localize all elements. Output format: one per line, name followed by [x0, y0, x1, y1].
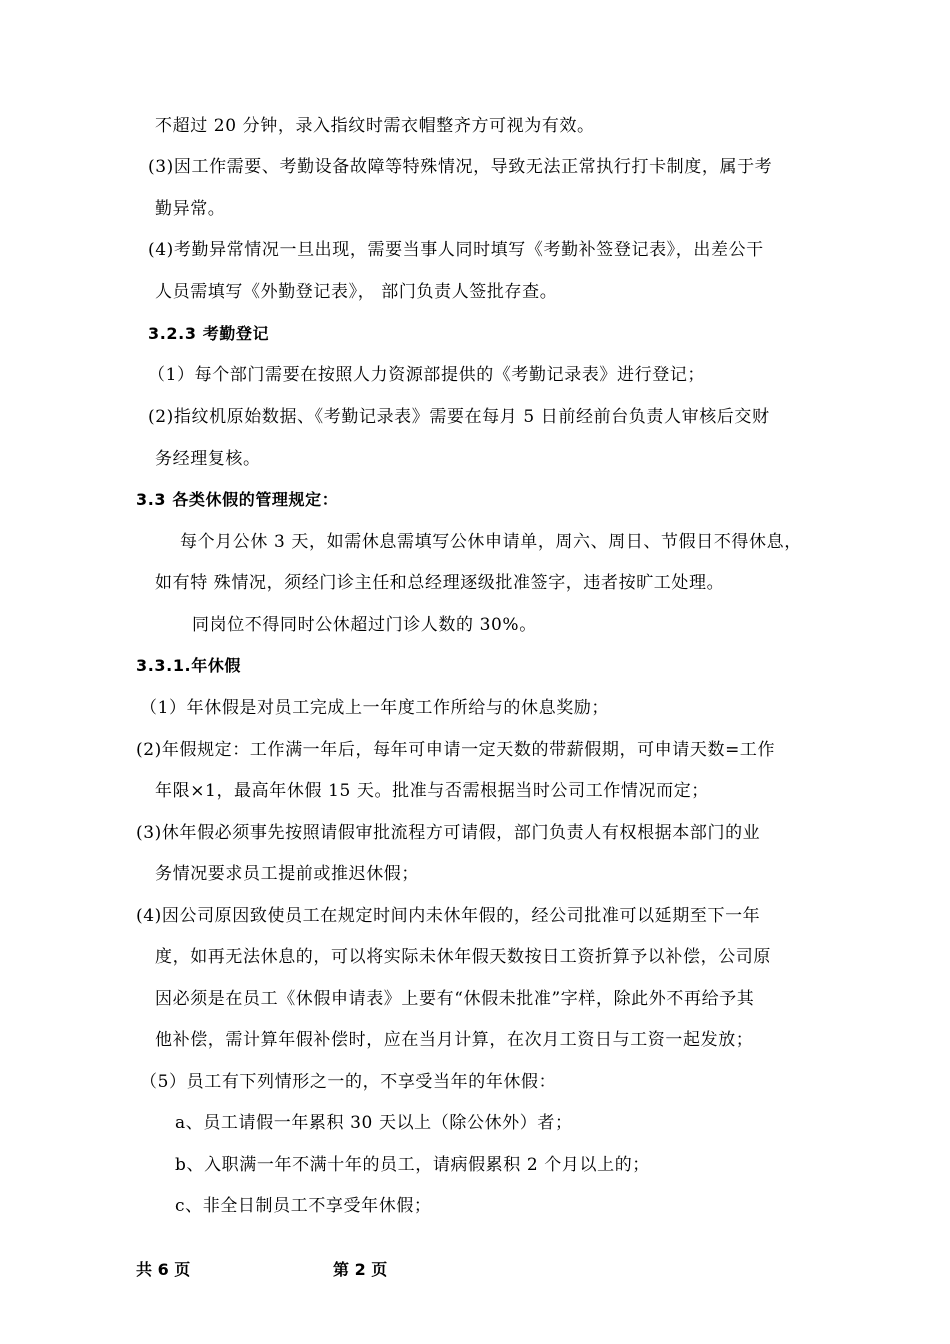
footer-total-pages: 共 6 页 [136, 1260, 191, 1279]
paragraph-line: 同岗位不得同时公休超过门诊人数的 30%。 [192, 615, 537, 635]
paragraph-line: (2)指纹机原始数据、《考勤记录表》需要在每月 5 日前经前台负责人审核后交财 [148, 407, 770, 427]
paragraph-line: 务经理复核。 [155, 449, 261, 469]
paragraph-line: (4)因公司原因致使员工在规定时间内未休年假的，经公司批准可以延期至下一年 [136, 906, 761, 926]
list-item: b、入职满一年不满十年的员工，请病假累积 2 个月以上的； [175, 1155, 650, 1175]
paragraph-line: 人员需填写《外勤登记表》， 部门负责人签批存查。 [155, 282, 558, 302]
paragraph-line: 每个月公休 3 天，如需休息需填写公休申请单，周六、周日、节假日不得休息， [180, 532, 802, 552]
paragraph-line: (3)休年假必须事先按照请假审批流程方可请假，部门负责人有权根据本部门的业 [136, 823, 761, 843]
paragraph-line: 年限×1，最高年休假 15 天。批准与否需根据当时公司工作情况而定； [155, 781, 709, 801]
paragraph-line: (4)考勤异常情况一旦出现，需要当事人同时填写《考勤补签登记表》，出差公干 [148, 240, 764, 260]
paragraph-line: 不超过 20 分钟，录入指纹时需衣帽整齐方可视为有效。 [155, 116, 595, 136]
section-heading: 3.2.3 考勤登记 [148, 324, 270, 343]
paragraph-line: (2)年假规定：工作满一年后，每年可申请一定天数的带薪假期，可申请天数=工作 [136, 740, 776, 760]
paragraph-line: 度，如再无法休息的，可以将实际未休年假天数按日工资折算予以补偿，公司原 [155, 947, 771, 967]
paragraph-line: （1）每个部门需要在按照人力资源部提供的《考勤记录表》进行登记； [148, 365, 706, 385]
paragraph-line: 他补偿，需计算年假补偿时，应在当月计算，在次月工资日与工资一起发放； [155, 1030, 754, 1050]
paragraph-line: （1）年休假是对员工完成上一年度工作所给与的休息奖励； [140, 698, 610, 718]
paragraph-line: 勤异常。 [155, 199, 226, 219]
section-heading: 3.3 各类休假的管理规定： [136, 490, 339, 509]
list-item: c、非全日制员工不享受年休假； [175, 1196, 432, 1216]
list-item: a、员工请假一年累积 30 天以上（除公休外）者； [175, 1113, 573, 1133]
paragraph-line: （5）员工有下列情形之一的，不享受当年的年休假： [140, 1072, 557, 1092]
paragraph-line: (3)因工作需要、考勤设备故障等特殊情况，导致无法正常执行打卡制度，属于考 [148, 157, 773, 177]
footer-current-page: 第 2 页 [333, 1260, 388, 1279]
paragraph-line: 务情况要求员工提前或推迟休假； [155, 864, 419, 884]
section-heading: 3.3.1.年休假 [136, 656, 242, 675]
paragraph-line: 因必须是在员工《休假申请表》上要有“休假未批准”字样，除此外不再给予其 [155, 989, 755, 1009]
paragraph-line: 如有特 殊情况，须经门诊主任和总经理逐级批准签字，违者按旷工处理。 [155, 573, 725, 593]
